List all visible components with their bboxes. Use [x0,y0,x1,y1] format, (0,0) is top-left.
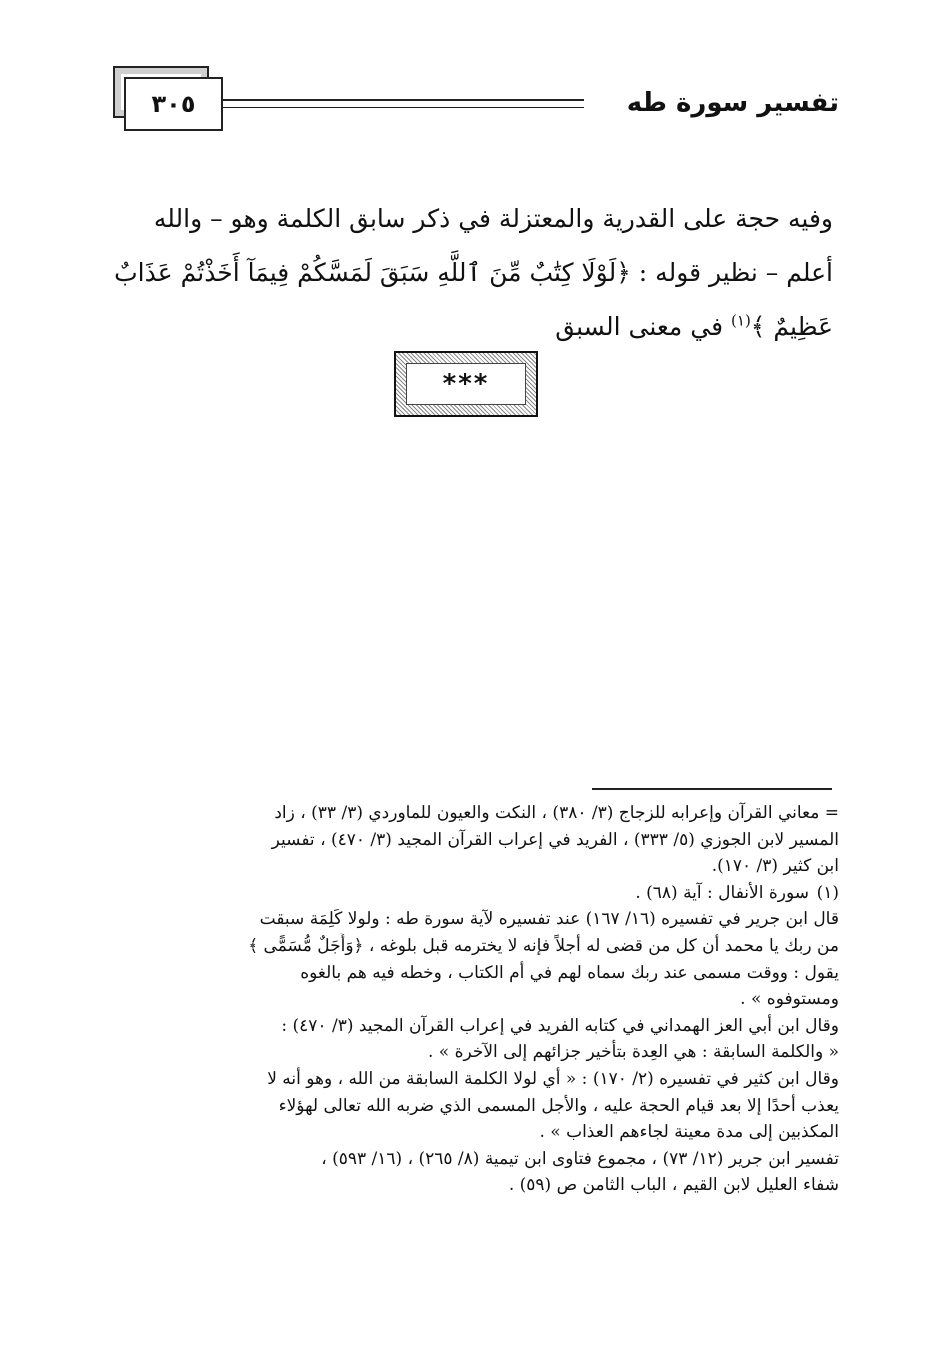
footnote-line: وقال ابن كثير في تفسيره (٢/ ١٧٠) : « أي لولا الكلمة السابقة من الله ، وهو أنه لا [267,1068,839,1089]
footnote-1-heading [94,880,839,907]
footnote-line: المكذبين إلى مدة معينة لجاءهم العذاب » . [539,1122,839,1143]
section-divider-ornament [394,351,538,417]
page-number: ٣٠٥ [124,77,223,131]
header-rule [222,99,584,108]
footnote-paragraph [94,1013,839,1066]
main-line-1: وفيه حجة على القدرية والمعتزلة في ذكر سابق الكلمة وهو – والله [153,204,833,233]
footnote-number: (١) [816,882,839,903]
footnote-line: « والكلمة السابقة : هي العِدة بتأخير جزائهم إلى الآخرة » . [427,1042,839,1063]
running-title: تفسير سورة طه [626,88,839,118]
main-line-2: أعلم – نظير قوله : ﴿لَوْلَا كِتَٰبٌ مِّنَ ٱللَّهِ سَبَقَ لَمَسَّكُمْ فِيمَآ أَخَذْتُمْ عَذَابٌ [114,258,833,287]
footnote-line: من ربك يا محمد أن كل من قضى له أجلاً فإنه لا يخترمه قبل بلوغه ، ﴿وَأَجَلٌ مُّسَمًّى ﴾ [248,935,839,956]
footnote-reference: (١) [731,311,751,330]
footnote-paragraph [94,1146,839,1199]
footnote-line: يعذب أحدًا إلا بعد قيام الحجة عليه ، والأجل المسمى الذي ضربه الله تعالى لهؤلاء [278,1095,839,1116]
footnote-line: ومستوفوه » . [740,989,839,1010]
main-paragraph [92,192,833,354]
footnote-paragraph [94,906,839,1012]
footnotes [94,800,839,1199]
footnote-line: قال ابن جرير في تفسيره (١٦/ ١٦٧) عند تفسيره لآية سورة طه : ولولا كَلِمَة سبقت [259,909,839,930]
main-line-3 [92,300,833,354]
footnote-line: شفاء العليل لابن القيم ، الباب الثامن ص (٥٩) . [508,1175,839,1196]
footnote-line: المسير لابن الجوزي (٥/ ٣٣٣) ، الفريد في إعراب القرآن المجيد (٣/ ٤٧٠) ، تفسير [271,829,839,850]
footnote-line: وقال ابن أبي العز الهمداني في كتابه الفريد في إعراب القرآن المجيد (٣/ ٤٧٠) : [281,1015,839,1036]
footnote-line: يقول : ووقت مسمى عند ربك سماه لهم في أم الكتاب ، وخطه فيه هم بالغوه [300,962,839,983]
footnote-line: = معاني القرآن وإعرابه للزجاج (٣/ ٣٨٠) ، النكت والعيون للماوردي (٣/ ٣٣) ، زاد [274,803,839,823]
footnote-line: ابن كثير (٣/ ١٧٠). [711,856,839,877]
quran-verse-end: عَظِيمٌ ﴾ [750,312,833,341]
footnote-continuation [94,800,839,880]
footnote-paragraph [94,1066,839,1146]
ornament-stars: *** [406,363,526,405]
main-line-3-tail: في معنى السبق [555,312,724,341]
footnote-1-source: سورة الأنفال : آية (٦٨) . [635,882,809,903]
footnote-line: تفسير ابن جرير (١٢/ ٧٣) ، مجموع فتاوى ابن تيمية (٨/ ٢٦٥) ، (١٦/ ٥٩٣) ، [321,1148,839,1169]
footnote-separator [592,788,832,790]
